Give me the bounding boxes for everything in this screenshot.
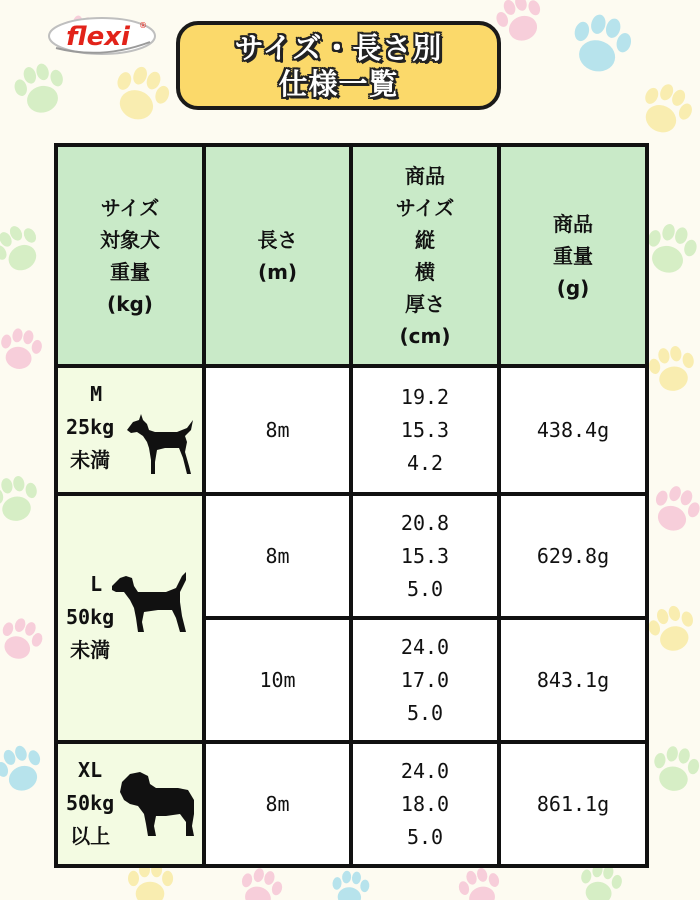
header-size-line: サイズ [100,195,160,220]
paw-icon [641,219,700,278]
paw-icon [107,60,175,127]
dim-width: 15.3 [400,543,450,568]
dim-width: 17.0 [400,667,450,692]
size-cell-m [56,366,204,494]
retriever-silhouette-icon [110,570,190,636]
page-title [176,21,501,110]
header-size-line: (kg) [107,291,153,316]
size-weight: 25kg [66,415,115,439]
paw-icon [566,9,636,78]
paw-icon [10,59,70,118]
dimensions-cell [351,742,499,866]
registered-mark: ® [139,21,147,30]
paw-icon [0,218,48,279]
dim-width: 15.3 [400,417,450,442]
header-size [56,145,204,366]
length-value: 8m [265,543,290,568]
table-header-row [56,145,647,366]
header-weight-line: 重量 [553,243,593,268]
flexi-logo [46,12,158,58]
length-value: 8m [265,417,290,442]
size-weight: 50kg [66,791,115,815]
dim-height: 20.8 [400,510,450,535]
dimensions-cell [351,618,499,742]
weight-value: 843.1g [536,667,610,692]
dimensions-cell [351,494,499,618]
dim-thickness: 5.0 [406,700,444,725]
paw-icon [331,870,371,900]
paw-icon [0,473,41,524]
dim-height: 19.2 [400,384,450,409]
length-value: 10m [259,667,296,692]
paw-icon [645,602,700,656]
length-cell [204,742,351,866]
dim-thickness: 5.0 [406,576,444,601]
weight-cell [499,494,647,618]
length-cell [204,494,351,618]
dim-width: 18.0 [400,791,450,816]
weight-cell [499,366,647,494]
size-code: L [90,572,103,596]
header-length [204,145,351,366]
header-length-line: 長さ [257,227,298,252]
size-code: M [90,382,103,406]
header-weight-line: (g) [556,275,590,300]
size-label [66,754,114,853]
size-cell-xl [56,742,204,866]
paw-icon [647,481,700,538]
weight-cell [499,742,647,866]
weight-value: 629.8g [536,543,610,568]
spec-table [54,143,649,868]
size-cell-l [56,494,204,742]
doberman-silhouette-icon [125,412,199,478]
header-weight [499,145,647,366]
size-weight: 50kg [66,605,115,629]
dim-thickness: 5.0 [406,824,444,849]
table-row [56,366,647,494]
paw-icon [0,740,49,797]
header-dimensions-line: 横 [415,259,435,284]
header-dimensions-line: (cm) [399,323,451,348]
weight-value: 861.1g [536,791,610,816]
paw-icon [634,77,699,141]
table-row [56,742,647,866]
size-qualifier: 以上 [70,824,111,848]
dimensions-cell [351,366,499,494]
header-length-line: (m) [257,259,298,284]
paw-icon [650,743,700,794]
size-label [66,568,114,667]
title-line-2: 仕様一覧 [278,66,399,101]
header-size-line: 対象犬 [100,227,160,252]
header-dimensions-line: 商品 [405,163,445,188]
paw-icon [0,326,44,373]
dim-height: 24.0 [400,634,450,659]
table-row [56,494,647,618]
title-line-1: サイズ・長さ別 [234,30,443,65]
length-cell [204,366,351,494]
length-cell [204,618,351,742]
weight-cell [499,618,647,742]
size-label [66,378,114,477]
length-value: 8m [265,791,290,816]
header-size-line: 重量 [110,259,150,284]
paw-icon [236,865,286,900]
header-dimensions [351,145,499,366]
header-dimensions-line: 縦 [415,227,435,252]
header-weight-line: 商品 [553,211,593,236]
paw-icon [646,343,698,394]
weight-value: 438.4g [536,417,610,442]
header-dimensions-line: 厚さ [405,291,445,316]
logo-text: flexi [66,22,130,52]
paw-icon [455,864,505,900]
paw-icon [0,613,47,665]
size-qualifier: 未満 [70,638,111,662]
dim-height: 24.0 [400,758,450,783]
dim-thickness: 4.2 [406,450,444,475]
size-code: XL [78,758,103,782]
mastiff-silhouette-icon [116,770,198,840]
header-dimensions-line: サイズ [395,195,455,220]
size-qualifier: 未満 [70,448,111,472]
